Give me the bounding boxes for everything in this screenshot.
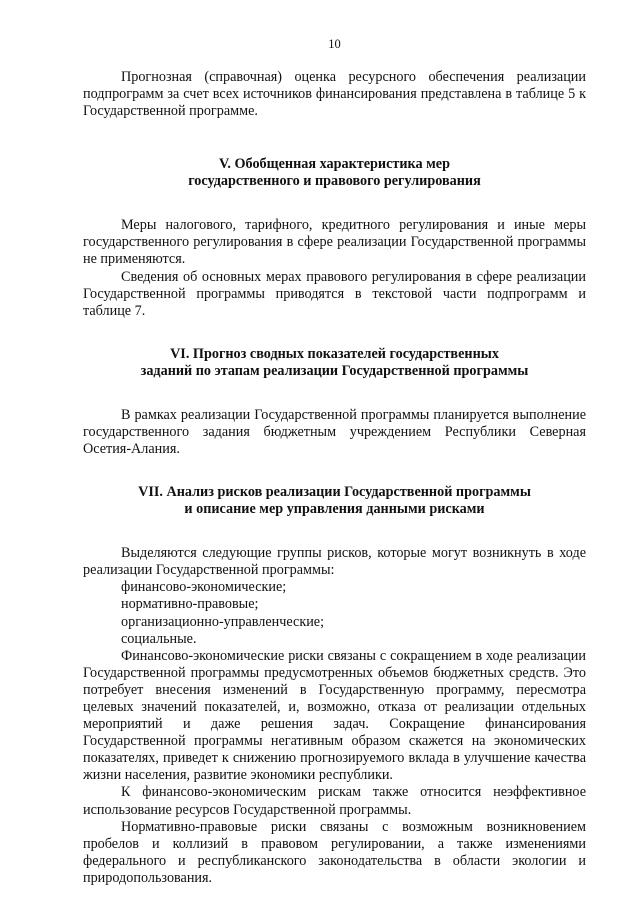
section-7-paragraph-4: Нормативно-правовые риски связаны с возможным возникновением пробелов и коллизий в правовом регулировании, а также изменениями федерального и республиканского законодательства в области экологии и природопользования. bbox=[83, 818, 586, 886]
section-7-heading-line-2: и описание мер управления данными рисками bbox=[184, 501, 485, 518]
section-7-heading-line-1: VII. Анализ рисков реализации Государственной программы bbox=[138, 484, 531, 501]
section-5-paragraph-2: Сведения об основных мерах правового регулирования в сфере реализации Государственной программы приводятся в текстовой части подпрограмм и таблице 7. bbox=[83, 268, 586, 319]
section-5-heading-line-1: V. Обобщенная характеристика мер bbox=[219, 156, 450, 173]
page-number: 10 bbox=[328, 37, 341, 51]
page-content bbox=[83, 69, 586, 887]
section-5-paragraph-1: Меры налогового, тарифного, кредитного регулирования и иные меры государственного регулирования в сфере реализации Государственной программы не применяются. bbox=[83, 217, 586, 268]
intro-paragraph: Прогнозная (справочная) оценка ресурсного обеспечения реализации подпрограмм за счет всех источников финансирования представлена в таблице 5 к Государственной программе. bbox=[83, 69, 586, 120]
risk-group-item: нормативно-правовые; bbox=[121, 596, 259, 613]
risk-group-item: социальные. bbox=[121, 630, 197, 647]
section-7-paragraph-1: Выделяются следующие группы рисков, которые могут возникнуть в ходе реализации Государственной программы: bbox=[83, 545, 586, 579]
section-6-heading-line-2: заданий по этапам реализации Государственной программы bbox=[140, 362, 529, 379]
section-7-heading bbox=[83, 484, 586, 518]
section-7-paragraph-3: К финансово-экономическим рискам также относится неэффективное использование ресурсов Государственной программы. bbox=[83, 784, 586, 818]
section-7-paragraph-2: Финансово-экономические риски связаны с сокращением в ходе реализации Государственной программы предусмотренных объемов бюджетных средств. Это потребует внесения изменений в Государственную программу, пересмотра целевых значений показателей, и, возможно, отказа от реализации отдельных мероприятий и даже решения задач. Сокращение финансирования Государственной программы негативным образом скажется на экономических показателях, приведет к снижению прогнозируемого вклада в улучшение качества жизни населения, развитие экономики республики. bbox=[83, 647, 586, 784]
risk-group-item: организационно-управленческие; bbox=[121, 613, 325, 630]
section-6-heading bbox=[83, 346, 586, 380]
risk-group-item: финансово-экономические; bbox=[121, 579, 287, 596]
section-6-heading-line-1: VI. Прогноз сводных показателей государственных bbox=[170, 345, 499, 362]
section-5-heading bbox=[83, 156, 586, 190]
section-6-paragraph-1: В рамках реализации Государственной программы планируется выполнение государственного задания бюджетным учреждением Республики Северная Осетия-Алания. bbox=[83, 406, 586, 458]
section-5-heading-line-2: государственного и правового регулирования bbox=[188, 173, 481, 190]
